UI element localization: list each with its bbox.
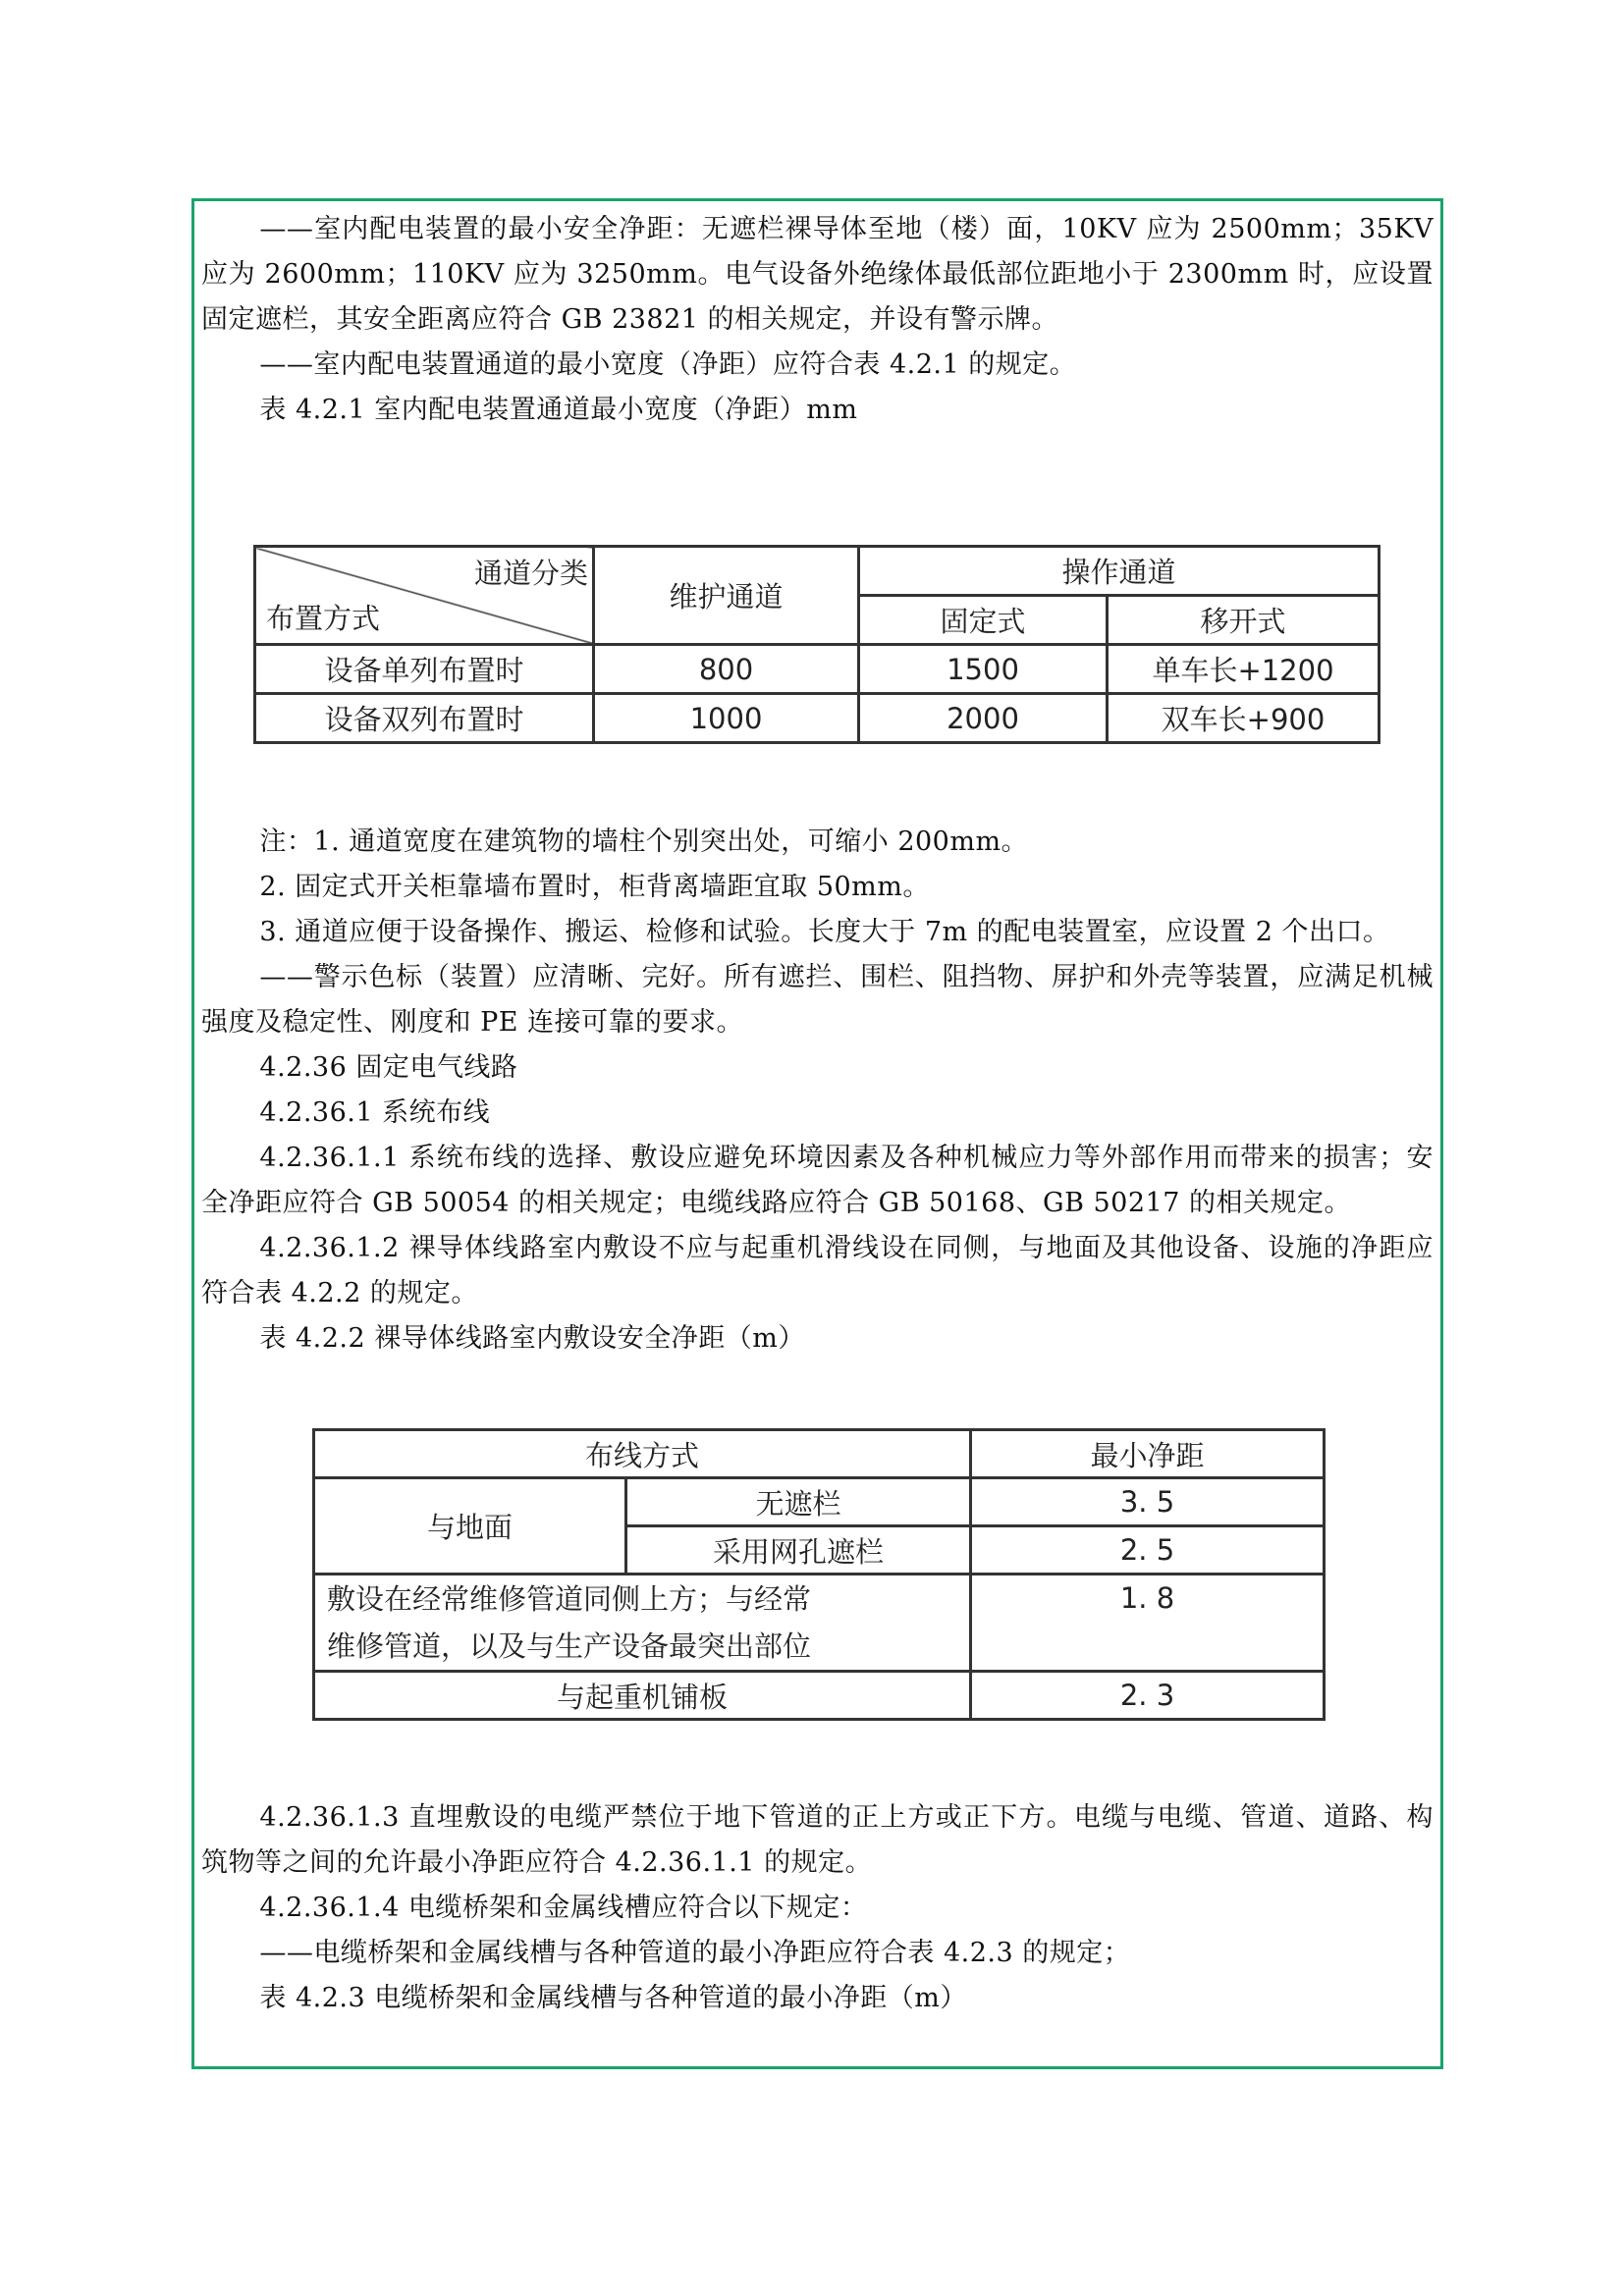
cell: 800 bbox=[594, 645, 859, 694]
header-channel-type: 通道分类 bbox=[473, 557, 588, 590]
text-block-bottom bbox=[201, 1795, 1434, 2021]
cell: 设备单列布置时 bbox=[255, 645, 594, 694]
section-heading: 4.2.36 固定电气线路 bbox=[259, 1052, 518, 1083]
paragraph: 4.2.36.1.3 直埋敷设的电缆严禁位于地下管道的正上方或正下方。电缆与电缆、管道、道路、构筑物等之间的允许最小净距应符合 4.2.36.1.1 的规定。 bbox=[201, 1802, 1434, 1878]
text-block-middle bbox=[201, 820, 1434, 1362]
cell: 设备双列布置时 bbox=[255, 694, 594, 743]
cell: 3. 5 bbox=[971, 1478, 1325, 1526]
section-heading: 4.2.36.1 系统布线 bbox=[259, 1097, 491, 1128]
header-maintenance: 维护通道 bbox=[594, 547, 859, 645]
header-layout: 布置方式 bbox=[266, 602, 381, 635]
cell: 2. 3 bbox=[971, 1672, 1325, 1720]
table-4-2-1 bbox=[253, 545, 1380, 744]
table-row bbox=[255, 645, 1380, 694]
cell: 无遮栏 bbox=[626, 1478, 971, 1526]
cell: 1000 bbox=[594, 694, 859, 743]
paragraph: ——电缆桥架和金属线槽与各种管道的最小净距应符合表 4.2.3 的规定； bbox=[259, 1938, 1131, 1968]
cell: 2000 bbox=[859, 694, 1108, 743]
diagonal-header-cell bbox=[255, 547, 594, 645]
cell: 1500 bbox=[859, 645, 1108, 694]
cell-pipeline bbox=[314, 1575, 971, 1672]
cell: 采用网孔遮栏 bbox=[626, 1526, 971, 1575]
cell: 2. 5 bbox=[971, 1526, 1325, 1575]
cell: 1. 8 bbox=[971, 1575, 1325, 1672]
table-caption: 表 4.2.1 室内配电装置通道最小宽度（净距）mm bbox=[259, 395, 858, 425]
table-caption: 表 4.2.3 电缆桥架和金属线槽与各种管道的最小净距（m） bbox=[259, 1983, 967, 2013]
header-mobile: 移开式 bbox=[1108, 596, 1380, 645]
paragraph: 4.2.36.1.4 电缆桥架和金属线槽应符合以下规定： bbox=[259, 1893, 868, 1923]
cell-ground: 与地面 bbox=[314, 1478, 626, 1575]
header-wiring-method: 布线方式 bbox=[314, 1430, 971, 1478]
text-block-top bbox=[201, 207, 1434, 433]
table-row bbox=[255, 694, 1380, 743]
header-min-clearance: 最小净距 bbox=[971, 1430, 1325, 1478]
cell: 单车长+1200 bbox=[1108, 645, 1380, 694]
paragraph: ——室内配电装置的最小安全净距：无遮栏裸导体至地（楼）面，10KV 应为 2500mm；35KV 应为 2600mm；110KV 应为 3250mm。电气设备外绝缘体最低部位距地小于 2300mm 时，应设置固定遮栏，其安全距离应符合 GB 23821 的相关规定，并设有警示牌。 bbox=[201, 214, 1434, 335]
cell-line: 维修管道，以及与生产设备最突出部位 bbox=[327, 1629, 812, 1663]
cell: 双车长+900 bbox=[1108, 694, 1380, 743]
paragraph: 4.2.36.1.1 系统布线的选择、敷设应避免环境因素及各种机械应力等外部作用而带来的损害；安全净距应符合 GB 50054 的相关规定；电缆线路应符合 GB 50168、GB 50217 的相关规定。 bbox=[201, 1143, 1434, 1218]
cell-line: 敷设在经常维修管道同侧上方；与经常 bbox=[327, 1582, 812, 1616]
header-fixed: 固定式 bbox=[859, 596, 1108, 645]
table-caption: 表 4.2.2 裸导体线路室内敷设安全净距（m） bbox=[259, 1323, 805, 1354]
cell: 与起重机铺板 bbox=[314, 1672, 971, 1720]
note: 注：1. 通道宽度在建筑物的墙柱个别突出处，可缩小 200mm。 bbox=[259, 827, 1029, 857]
note: 2. 固定式开关柜靠墙布置时，柜背离墙距宜取 50mm。 bbox=[259, 872, 930, 902]
paragraph: ——警示色标（装置）应清晰、完好。所有遮拦、围栏、阻挡物、屏护和外壳等装置，应满足机械强度及稳定性、刚度和 PE 连接可靠的要求。 bbox=[201, 962, 1434, 1038]
paragraph: 4.2.36.1.2 裸导体线路室内敷设不应与起重机滑线设在同侧，与地面及其他设备、设施的净距应符合表 4.2.2 的规定。 bbox=[201, 1233, 1434, 1308]
header-operation: 操作通道 bbox=[859, 547, 1380, 596]
paragraph: ——室内配电装置通道的最小宽度（净距）应符合表 4.2.1 的规定。 bbox=[259, 349, 1077, 380]
table-4-2-2 bbox=[312, 1428, 1326, 1721]
note: 3. 通道应便于设备操作、搬运、检修和试验。长度大于 7m 的配电装置室，应设置 2 个出口。 bbox=[259, 917, 1390, 947]
